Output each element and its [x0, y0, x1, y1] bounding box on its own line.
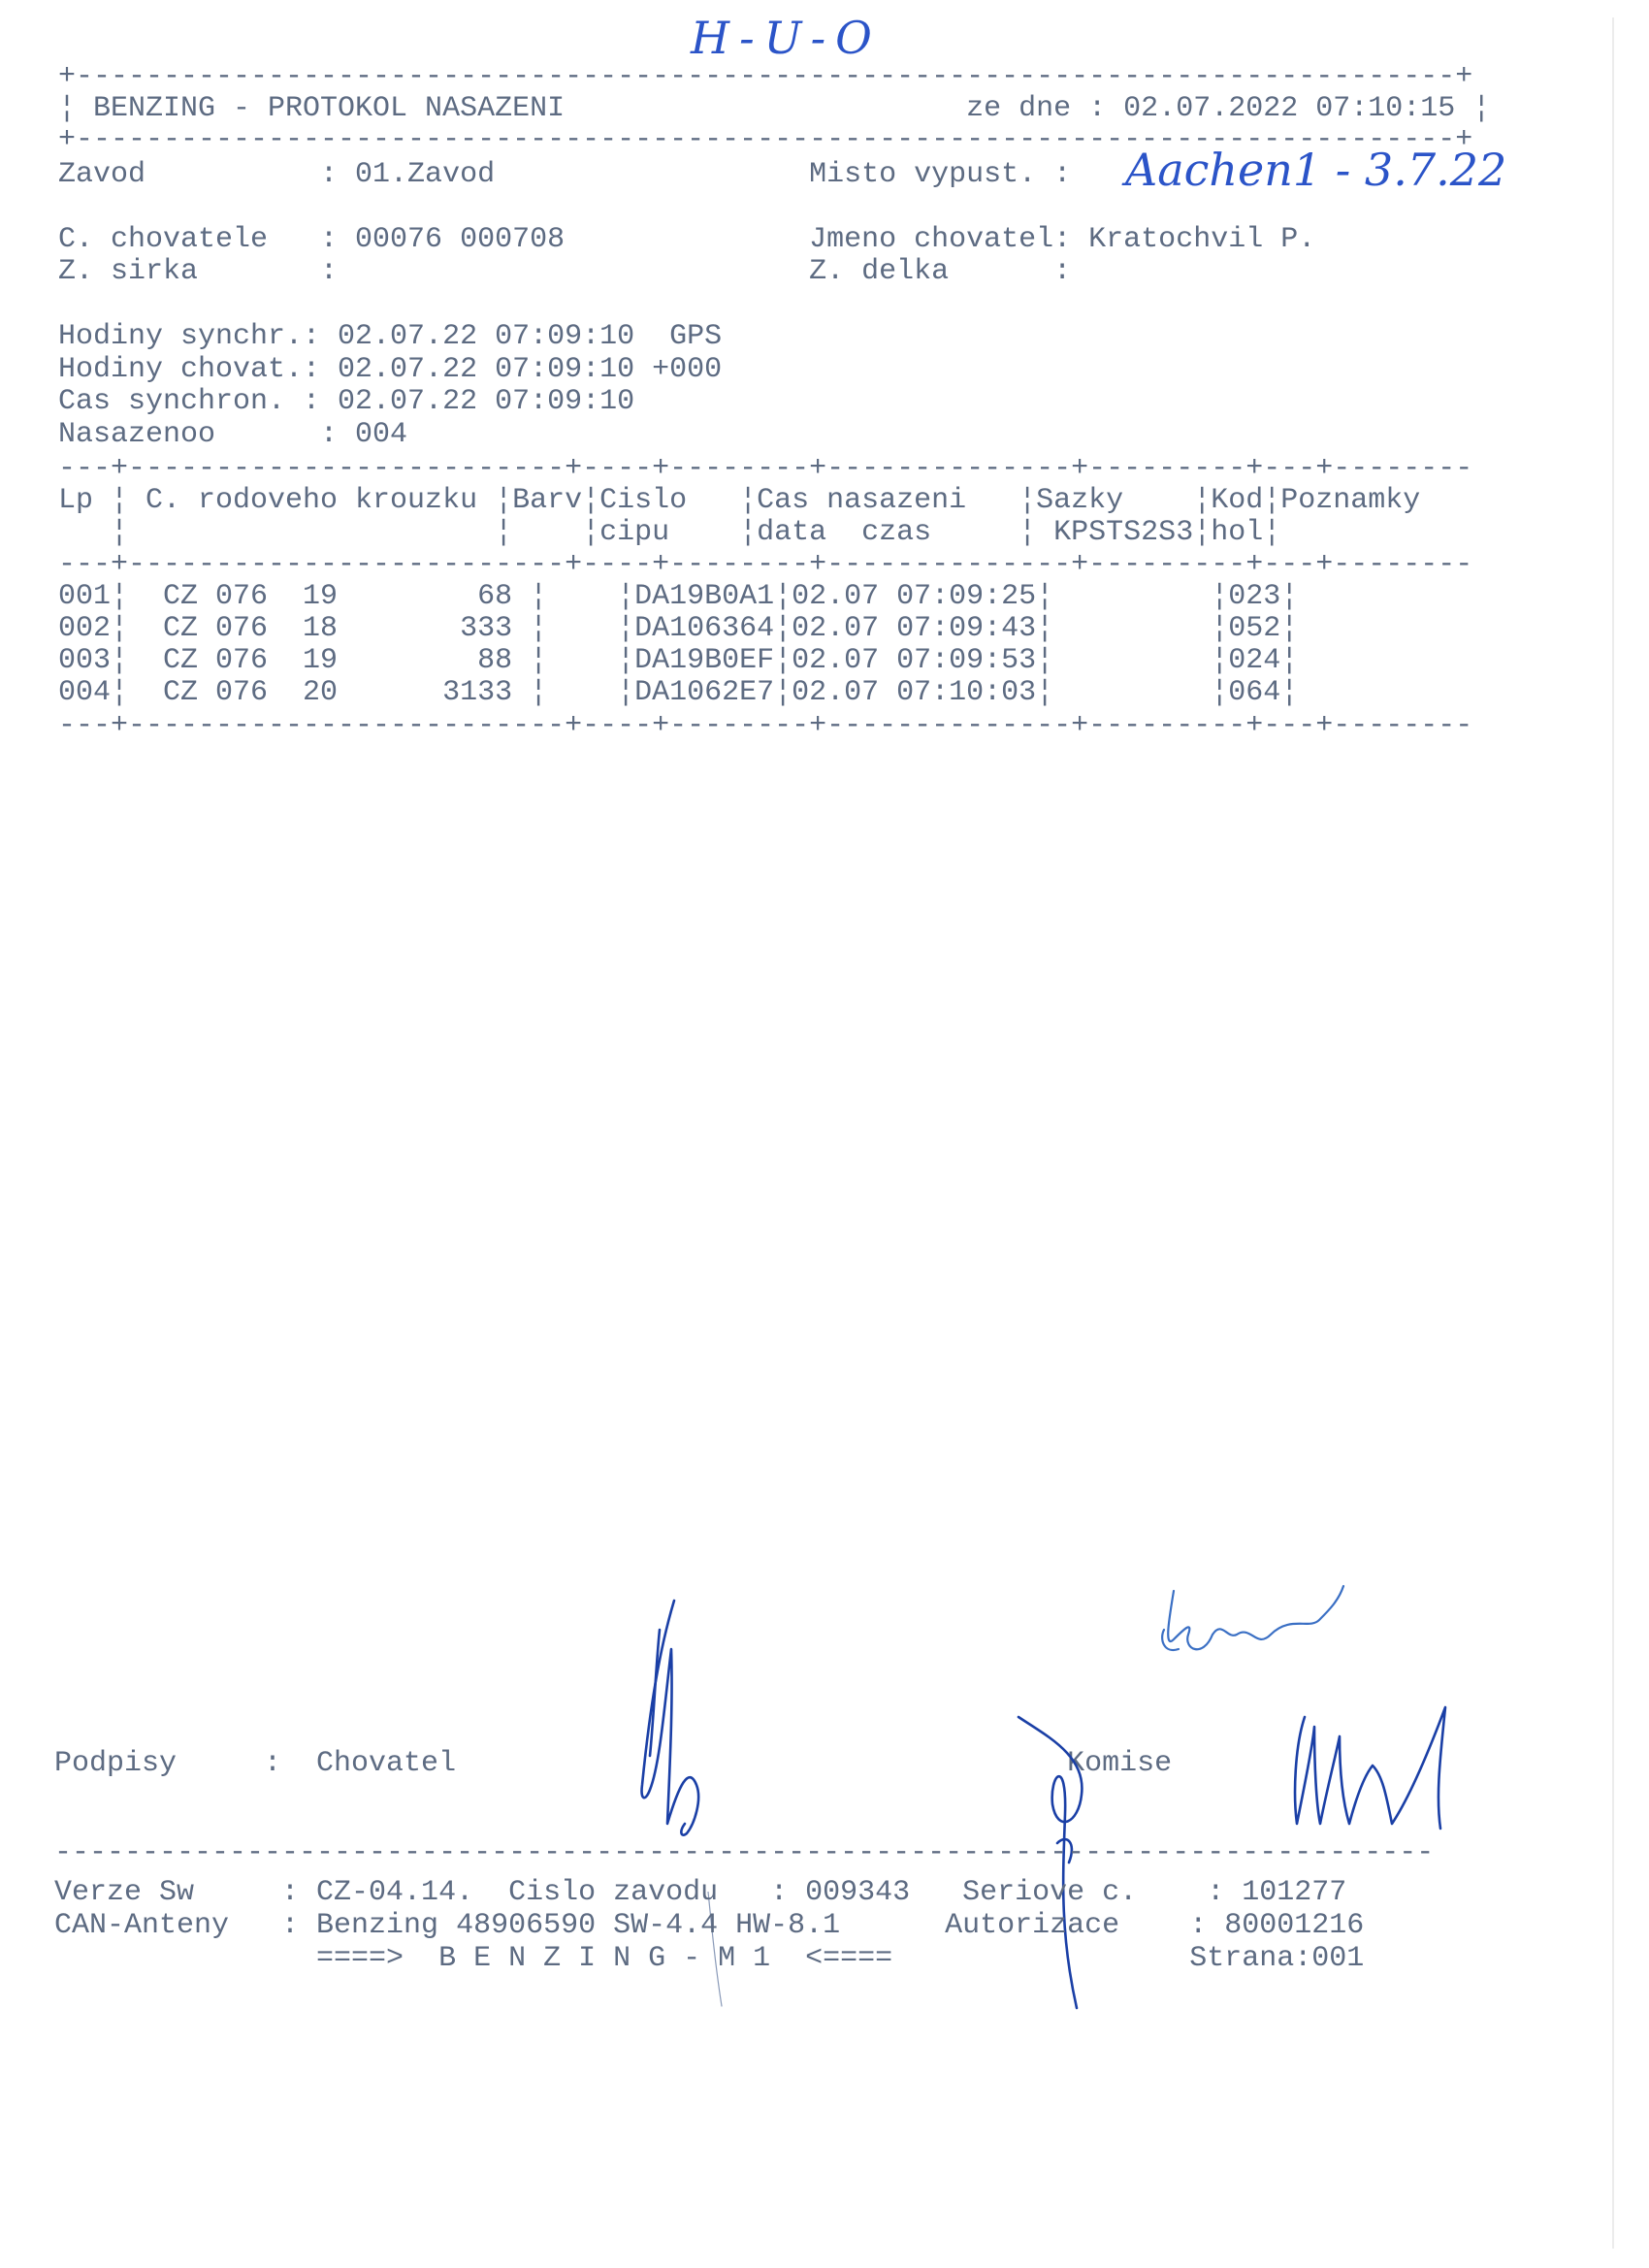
header-rule-bottom: +-------------------------------------------------------------------------------+ [58, 123, 1473, 156]
table-rule-mid: ---+-------------------------+----+--------+--------------+---------+---+-------- [58, 548, 1473, 581]
clock-line-chovat: Hodiny chovat.: 02.07.22 07:09:10 +000 [58, 353, 723, 386]
footer-rule: ------------------------------------------------------------------------------- [54, 1836, 1435, 1869]
footer-line-version: Verze Sw : CZ-04.14. Cislo zavodu : 009343 Seriove c. : 101277 [54, 1876, 1347, 1909]
handwritten-top-note: H-U-O [691, 12, 882, 64]
table-row: 001¦ CZ 076 19 68 ¦ ¦DA19B0A1¦02.07 07:09:25¦ ¦023¦ [58, 580, 1299, 613]
commission-signature-3-icon [1285, 1688, 1479, 1833]
signatures-line: Podpisy : Chovatel Komise [54, 1747, 1173, 1780]
table-row: 002¦ CZ 076 18 333 ¦ ¦DA106364¦02.07 07:09:43¦ ¦052¦ [58, 612, 1299, 645]
footer-line-brand-page: ====> B E N Z I N G - M 1 <==== Strana:001 [54, 1942, 1365, 1975]
table-rule-bottom: ---+-------------------------+----+--------+--------------+---------+---+-------- [58, 709, 1473, 742]
footer-line-antenna: CAN-Anteny : Benzing 48906590 SW-4.4 HW-8.1 Autorizace : 80001216 [54, 1909, 1365, 1942]
clock-line-cas: Cas synchron. : 02.07.22 07:09:10 [58, 385, 635, 418]
table-rule-top: ---+-------------------------+----+--------+--------------+---------+---+-------- [58, 452, 1473, 485]
info-line-zavod: Zavod : 01.Zavod Misto vypust. : [58, 158, 1089, 191]
breeder-signature-icon [621, 1591, 737, 1843]
info-line-coordinates: Z. sirka : Z. delka : [58, 255, 1072, 288]
page-edge-shadow [1612, 17, 1614, 2249]
header-rule-top: +-------------------------------------------------------------------------------+ [58, 60, 1473, 93]
header-title-line: ¦ BENZING - PROTOKOL NASAZENI ze dne : 02.07.2022 07:10:15 ¦ [58, 92, 1491, 125]
table-header-row-2: ¦ ¦ ¦cipu ¦data czas ¦ KPSTS2S3¦hol¦ [58, 516, 1281, 549]
info-line-breeder: C. chovatele : 00076 000708 Jmeno chovatel: Kratochvil P. [58, 223, 1316, 256]
clock-line-nasazeno: Nasazenoo : 004 [58, 418, 408, 451]
table-header-row-1: Lp ¦ C. rodoveho krouzku ¦Barv¦Cislo ¦Cas nasazeni ¦Sazky ¦Kod¦Poznamky [58, 484, 1421, 517]
commission-signature-2-icon [1145, 1581, 1377, 1688]
table-row: 003¦ CZ 076 19 88 ¦ ¦DA19B0EF¦02.07 07:09:53¦ ¦024¦ [58, 644, 1299, 677]
handwritten-release-place: Aachen1 - 3.7.22 [1125, 144, 1507, 196]
table-row: 004¦ CZ 076 20 3133 ¦ ¦DA1062E7¦02.07 07:10:03¦ ¦064¦ [58, 676, 1299, 709]
clock-line-synchr: Hodiny synchr.: 02.07.22 07:09:10 GPS [58, 320, 723, 353]
